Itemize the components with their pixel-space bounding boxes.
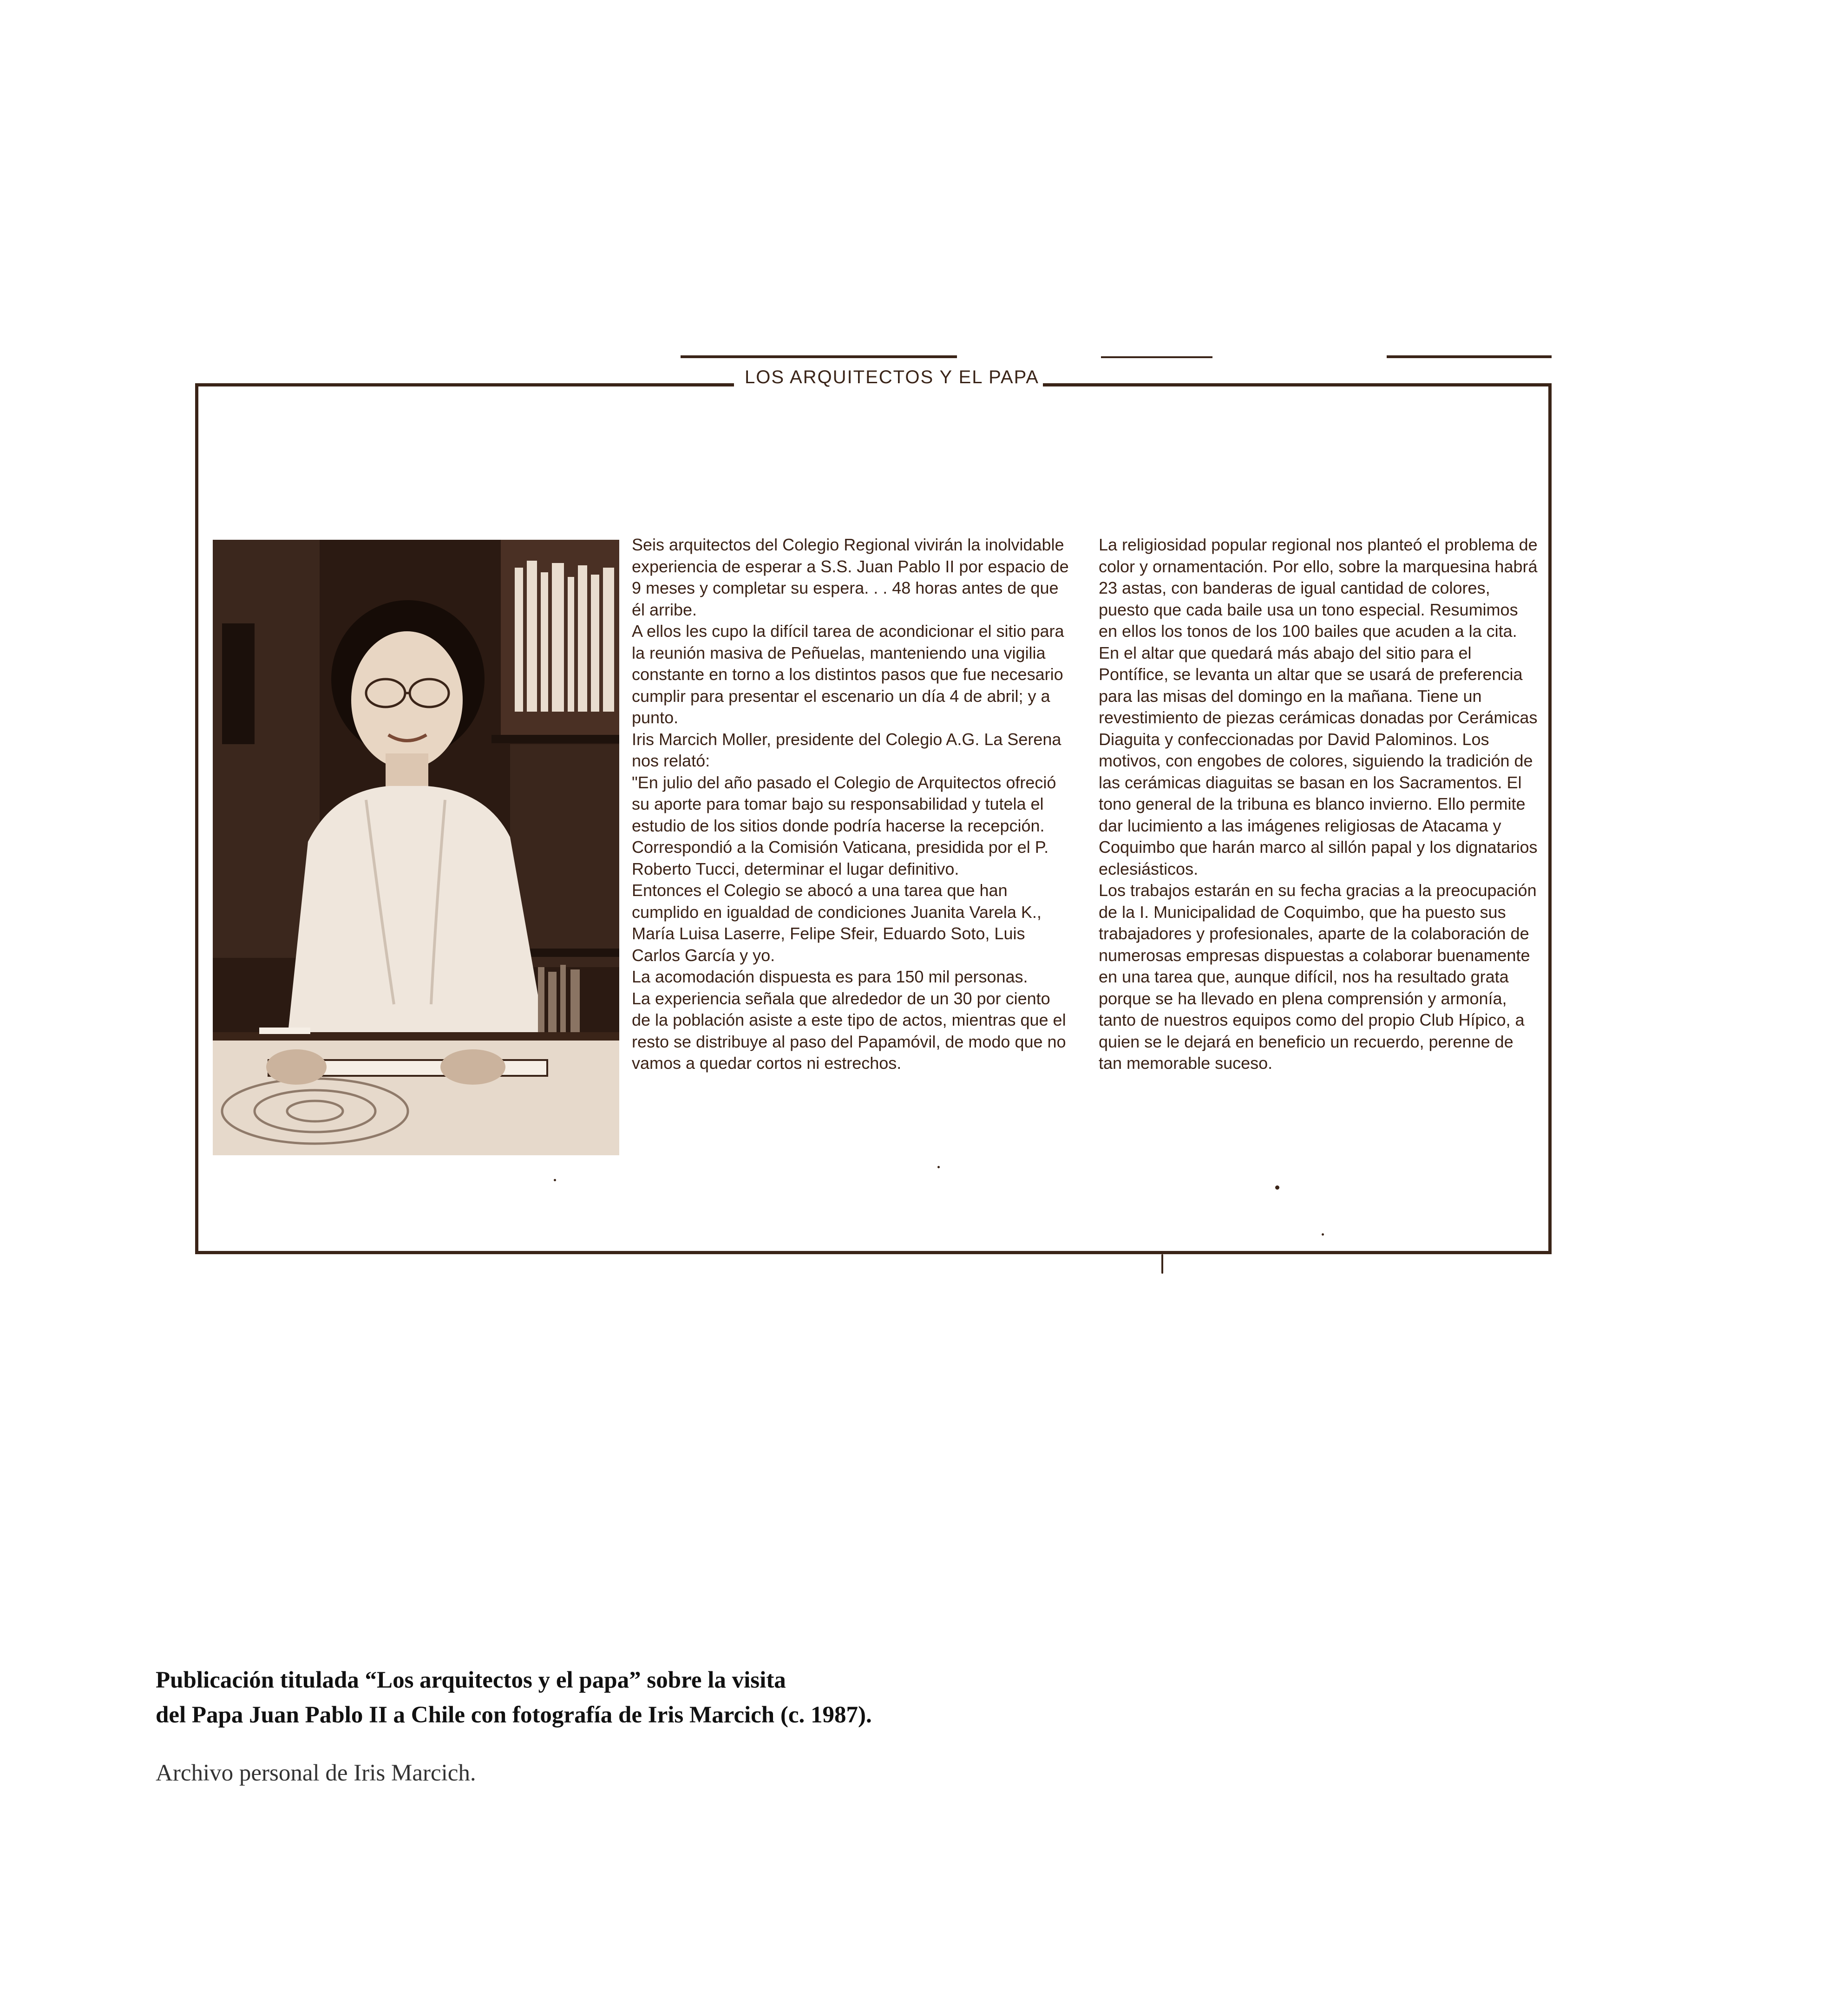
paragraph: En el altar que quedará más abajo del sitio para el Pontífice, se levanta un altar que se usará de preferencia para las misas del domingo en la mañana. Tiene un revestimiento de piezas cerámicas donadas por Cerámicas Diaguita y confeccionadas por David Palominos. Los motivos, con engobes de colores, siguiendo la tradición de las cerámicas diaguitas se basan en los Sacramentos. El tono general de la tribuna es blanco invierno. Ello permite dar lucimiento a las imágenes religiosas de Atacama y Coquimbo que harán marco al sillón papal y los dignatarios eclesiásticos. bbox=[1099, 643, 1538, 878]
paragraph: A ellos les cupo la difícil tarea de acondicionar el sitio para la reunión masiva de Peñuelas, manteniendo una vigilia constante en torno a los distintos pasos que fue necesario cumplir para presentar el escenario un día 4 de abril; y a punto. bbox=[632, 622, 1064, 727]
paragraph: La experiencia señala que alrededor de un 30 por ciento de la población asiste a este tipo de actos, mientras que el resto se distribuye al paso del Papamóvil, de modo que no vamos a quedar cortos ni estrechos. bbox=[632, 988, 1066, 1073]
paragraph: Seis arquitectos del Colegio Regional vivirán la inolvidable experiencia de esperar a S.S. Juan Pablo II por espacio de 9 meses y completar su espera. . . 48 horas antes de que él arribe. bbox=[632, 535, 1069, 619]
portrait-illustration bbox=[213, 540, 619, 1155]
paragraph: Los trabajos estarán en su fecha gracias a la preocupación de la I. Municipalidad de Coquimbo, que ha puesto sus trabajadores y profesionales, aparte de la colaboración de numerosas empresas dispuestas a colaborar buenamente en una tarea que, aunque difícil, nos ha resultado grata porque se ha llevado en plena comprensión y armonía, tanto de nuestros equipos como del propio Club Hípico, a quien se le dejará en beneficio un recuerdo, perenne de tan memorable suceso. bbox=[1099, 881, 1537, 1073]
paragraph: La religiosidad popular regional nos planteó el problema de color y ornamentación. Por ello, sobre la marquesina habrá 23 astas, con banderas de igual cantidad de colores, puesto que cada baile usa un tono especial. Resumimos en ellos los tonos de los 100 bailes que acuden a la cita. bbox=[1099, 535, 1538, 641]
paragraph: La acomodación dispuesta es para 150 mil personas. bbox=[632, 967, 1028, 986]
article-column-1 bbox=[632, 534, 1073, 1074]
paragraph: Entonces el Colegio se abocó a una tarea que han cumplido en igualdad de condiciones Juanita Varela K., María Luisa Laserre, Felipe Sfeir, Eduardo Soto, Luis Carlos García y yo. bbox=[632, 881, 1042, 965]
scan-speck bbox=[1275, 1185, 1279, 1190]
portrait-photo bbox=[213, 540, 619, 1155]
top-rule-right bbox=[1387, 355, 1552, 358]
figure-caption bbox=[156, 1663, 1271, 1733]
top-rule-mid bbox=[1101, 356, 1212, 358]
headline: LOS ARQUITECTOS Y EL PAPA bbox=[745, 367, 1039, 387]
caption-line-1: Publicación titulada “Los arquitectos y el papa” sobre la visita bbox=[156, 1667, 786, 1693]
scan-speck bbox=[1161, 1254, 1163, 1274]
article-column-2 bbox=[1099, 534, 1540, 1074]
top-rule-left bbox=[681, 355, 957, 358]
scan-speck bbox=[937, 1166, 940, 1168]
scan-speck bbox=[1322, 1233, 1324, 1236]
source-credit: Archivo personal de Iris Marcich. bbox=[156, 1760, 476, 1786]
caption-line-2: del Papa Juan Pablo II a Chile con fotografía de Iris Marcich (c. 1987). bbox=[156, 1702, 872, 1728]
paragraph: Iris Marcich Moller, presidente del Colegio A.G. La Serena nos relató: bbox=[632, 729, 1061, 770]
paragraph: "En julio del año pasado el Colegio de Arquitectos ofreció su aporte para tomar bajo su responsabilidad y tutela el estudio de los sitios donde podría hacerse la recepción. Correspondió a la Comisión Vaticana, presidida por el P. Roberto Tucci, determinar el lugar definitivo. bbox=[632, 772, 1056, 878]
scan-speck bbox=[554, 1179, 556, 1181]
